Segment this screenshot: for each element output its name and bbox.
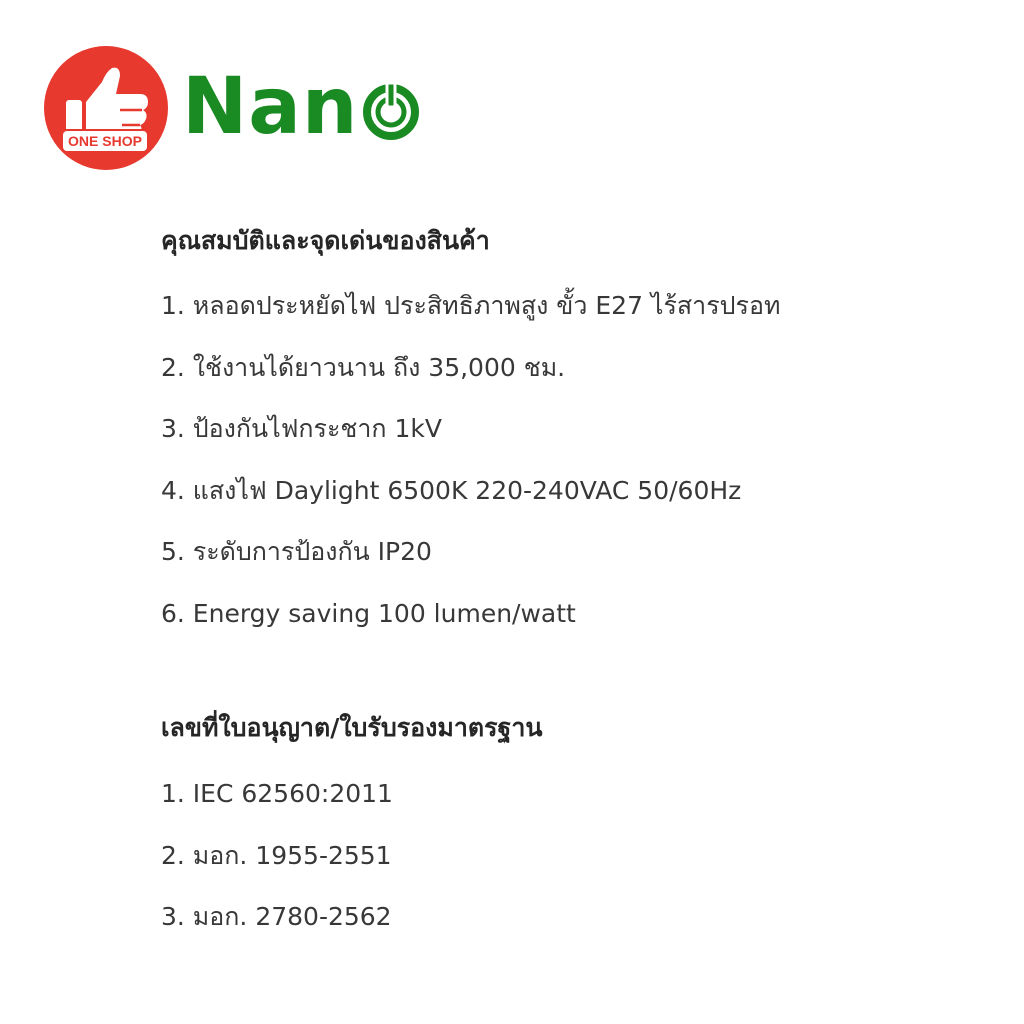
nano-logo (182, 62, 422, 152)
certifications-title: เลขที่ใบอนุญาต/ใบรับรองมาตรฐาน (161, 713, 543, 742)
features-section (161, 223, 981, 644)
certifications-section (161, 710, 981, 948)
list-item: 6. Energy saving 100 lumen/watt (161, 598, 576, 628)
thumbs-up-icon (44, 46, 168, 170)
badge-text: ONE SHOP (68, 133, 142, 149)
list-item: 1. หลอดประหยัดไฟ ประสิทธิภาพสูง ขั้ว E27 ไร้สารปรอท (161, 291, 781, 320)
certifications-list (161, 763, 981, 948)
list-item: 5. ระดับการป้องกัน IP20 (161, 537, 432, 566)
features-title: คุณสมบัติและจุดเด่นของสินค้า (161, 226, 490, 255)
power-o-icon (360, 79, 422, 141)
list-item: 4. แสงไฟ Daylight 6500K 220-240VAC 50/60Hz (161, 475, 742, 505)
one-shop-logo (44, 46, 168, 170)
list-item: 2. ใช้งานได้ยาวนาน ถึง 35,000 ชม. (161, 352, 566, 382)
nano-logo-letters: Nan (182, 62, 359, 152)
list-item: 3. ป้องกันไฟกระชาก 1kV (161, 414, 442, 443)
list-item: 3. มอก. 2780-2562 (161, 902, 392, 931)
list-item: 2. มอก. 1955-2551 (161, 840, 392, 870)
features-list (161, 275, 981, 644)
list-item: 1. IEC 62560:2011 (161, 779, 393, 808)
